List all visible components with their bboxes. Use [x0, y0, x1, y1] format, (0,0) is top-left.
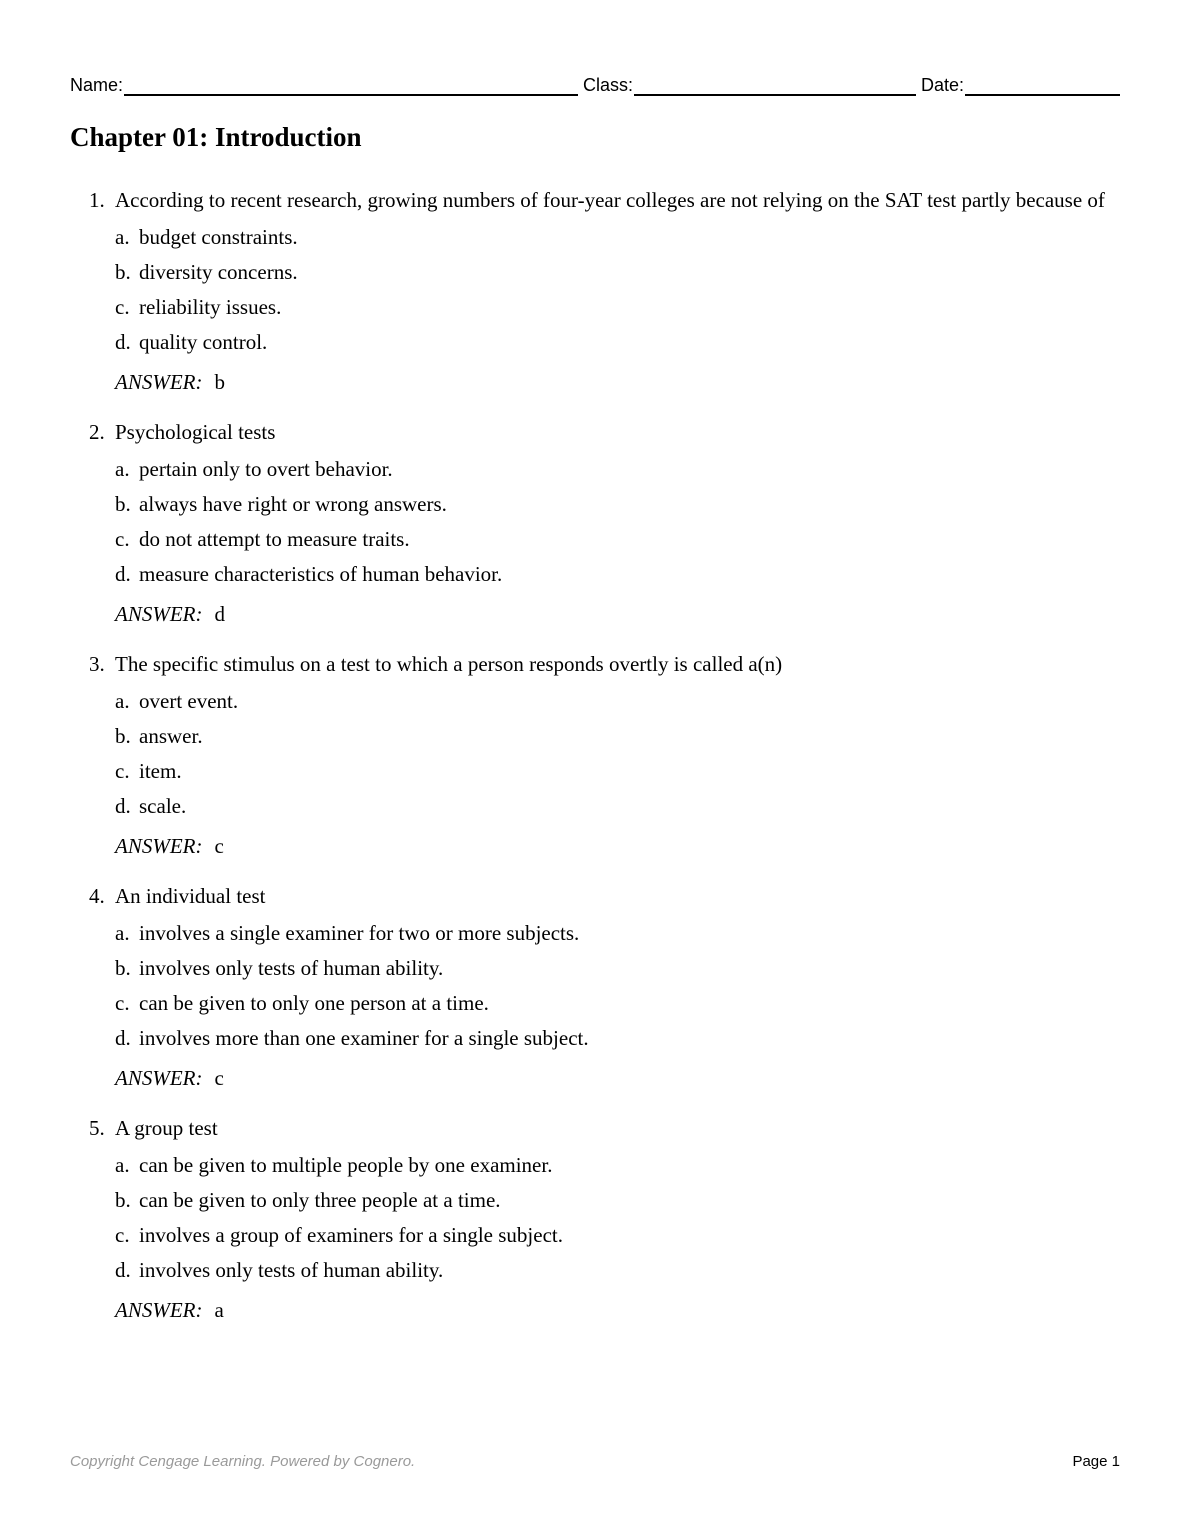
- date-blank-line[interactable]: [965, 74, 1120, 96]
- option-list: [115, 1147, 1110, 1287]
- option-d: [115, 324, 1110, 359]
- option-text: do not attempt to measure traits.: [139, 526, 410, 551]
- option-a: [115, 1147, 1110, 1182]
- option-a: [115, 683, 1110, 718]
- answer-value: c: [214, 1066, 224, 1090]
- option-letter: c.: [115, 294, 130, 319]
- date-field[interactable]: [921, 70, 1120, 96]
- option-letter: d.: [115, 1257, 131, 1282]
- option-letter: c.: [115, 526, 130, 551]
- question-5: [70, 1115, 1110, 1325]
- question-stem: An individual test: [115, 884, 266, 908]
- option-letter: b.: [115, 955, 131, 980]
- option-letter: c.: [115, 1222, 130, 1247]
- option-letter: d.: [115, 561, 131, 586]
- option-list: [115, 219, 1110, 359]
- page-number: Page 1: [1072, 1453, 1120, 1470]
- option-letter: c.: [115, 990, 130, 1015]
- option-text: reliability issues.: [139, 294, 282, 319]
- option-b: [115, 1182, 1110, 1217]
- option-letter: c.: [115, 758, 130, 783]
- answer-value: d: [214, 602, 225, 626]
- question-number: 2.: [89, 420, 105, 444]
- option-a: [115, 915, 1110, 950]
- question-4: [70, 883, 1110, 1093]
- option-d: [115, 556, 1110, 591]
- option-text: overt event.: [139, 688, 239, 713]
- option-text: involves only tests of human ability.: [139, 1257, 444, 1282]
- question-stem: Psychological tests: [115, 420, 276, 444]
- question-number: 1.: [89, 188, 105, 212]
- answer-line: [115, 831, 1110, 861]
- question-stem: According to recent research, growing numbers of four-year colleges are not relying on the SAT test partly because of: [115, 188, 1105, 212]
- answer-label: ANSWER:: [115, 370, 203, 394]
- option-letter: a.: [115, 224, 130, 249]
- answer-label: ANSWER:: [115, 602, 203, 626]
- option-a: [115, 219, 1110, 254]
- option-text: can be given to multiple people by one examiner.: [139, 1152, 553, 1177]
- option-letter: a.: [115, 920, 130, 945]
- answer-label: ANSWER:: [115, 1066, 203, 1090]
- answer-label: ANSWER:: [115, 834, 203, 858]
- option-text: budget constraints.: [139, 224, 298, 249]
- answer-value: c: [214, 834, 224, 858]
- option-b: [115, 950, 1110, 985]
- option-letter: a.: [115, 1152, 130, 1177]
- option-text: involves more than one examiner for a single subject.: [139, 1025, 589, 1050]
- option-d: [115, 1252, 1110, 1287]
- class-label: Class:: [583, 75, 634, 95]
- name-blank-line[interactable]: [124, 74, 578, 96]
- option-list: [115, 451, 1110, 591]
- option-text: pertain only to overt behavior.: [139, 456, 393, 481]
- option-text: involves only tests of human ability.: [139, 955, 444, 980]
- option-b: [115, 486, 1110, 521]
- option-text: diversity concerns.: [139, 259, 298, 284]
- name-field[interactable]: [70, 70, 578, 96]
- answer-line: [115, 599, 1110, 629]
- class-field[interactable]: [583, 70, 916, 96]
- option-d: [115, 788, 1110, 823]
- answer-label: ANSWER:: [115, 1298, 203, 1322]
- answer-line: [115, 1063, 1110, 1093]
- answer-line: [115, 367, 1110, 397]
- answer-line: [115, 1295, 1110, 1325]
- option-letter: b.: [115, 1187, 131, 1212]
- option-text: answer.: [139, 723, 203, 748]
- option-a: [115, 451, 1110, 486]
- option-b: [115, 718, 1110, 753]
- option-c: [115, 289, 1110, 324]
- option-letter: d.: [115, 793, 131, 818]
- option-text: can be given to only three people at a time.: [139, 1187, 501, 1212]
- option-text: item.: [139, 758, 182, 783]
- copyright-notice: Copyright Cengage Learning. Powered by Cognero.: [70, 1453, 416, 1470]
- question-1: [70, 187, 1110, 397]
- answer-value: b: [214, 370, 225, 394]
- option-text: involves a single examiner for two or more subjects.: [139, 920, 580, 945]
- option-d: [115, 1020, 1110, 1055]
- option-text: always have right or wrong answers.: [139, 491, 447, 516]
- option-text: measure characteristics of human behavior.: [139, 561, 503, 586]
- option-letter: d.: [115, 1025, 131, 1050]
- question-number: 5.: [89, 1116, 105, 1140]
- question-2: [70, 419, 1110, 629]
- question-3: [70, 651, 1110, 861]
- option-b: [115, 254, 1110, 289]
- question-list: [70, 187, 1110, 1347]
- option-c: [115, 521, 1110, 556]
- question-stem: The specific stimulus on a test to which a person responds overtly is called a(n): [115, 652, 783, 676]
- option-c: [115, 985, 1110, 1020]
- question-number: 3.: [89, 652, 105, 676]
- class-blank-line[interactable]: [634, 74, 916, 96]
- option-c: [115, 753, 1110, 788]
- name-label: Name:: [70, 75, 124, 95]
- option-list: [115, 683, 1110, 823]
- option-text: involves a group of examiners for a single subject.: [139, 1222, 563, 1247]
- date-label: Date:: [921, 75, 965, 95]
- option-list: [115, 915, 1110, 1055]
- option-c: [115, 1217, 1110, 1252]
- answer-value: a: [214, 1298, 224, 1322]
- option-letter: b.: [115, 259, 131, 284]
- option-letter: a.: [115, 456, 130, 481]
- option-letter: d.: [115, 329, 131, 354]
- question-stem: A group test: [115, 1116, 218, 1140]
- chapter-title: Chapter 01: Introduction: [70, 122, 362, 152]
- student-info-header: [70, 70, 1120, 96]
- option-letter: b.: [115, 491, 131, 516]
- option-letter: a.: [115, 688, 130, 713]
- option-letter: b.: [115, 723, 131, 748]
- option-text: quality control.: [139, 329, 268, 354]
- option-text: can be given to only one person at a time.: [139, 990, 489, 1015]
- question-number: 4.: [89, 884, 105, 908]
- option-text: scale.: [139, 793, 187, 818]
